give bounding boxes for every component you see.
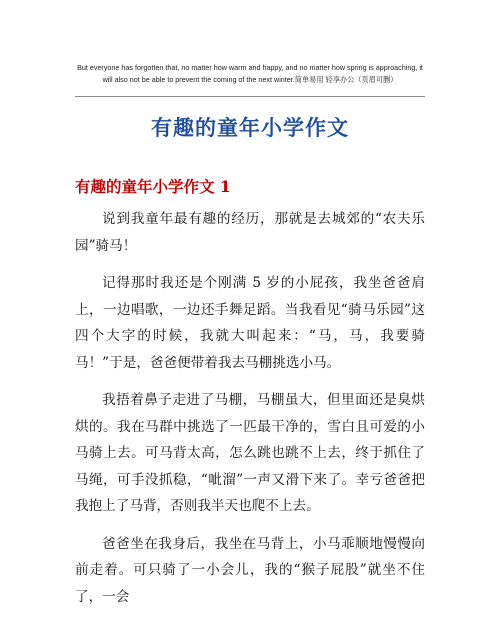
header-line-1: But everyone has forgotten that, no matter how warm and happy, and no matter how spring is approaching, it xyxy=(77,63,423,72)
essay-body xyxy=(75,206,425,621)
section-heading: 有趣的童年小学作文 1 xyxy=(75,177,231,196)
header-line-2: will also not be able to prevent the coming of the next winter.简单易用 轻享办公（页眉可删） xyxy=(102,75,398,84)
paragraph: 爸爸坐在我身后，我坐在马背上，小马乖顺地慢慢向前走着。可只骑了一小会儿，我的“猴子屁股”就坐不住了，一会 xyxy=(75,535,425,605)
document-title: 有趣的童年小学作文 xyxy=(151,115,349,140)
paragraph: 记得那时我还是个刚满 5 岁的小屁孩，我坐爸爸肩上，一边唱歌，一边还手舞足蹈。当我看见“骑马乐园”这四个大字的时候，我就大叫起来：“马，马，我要骑马！”于是，爸爸便带着我去马棚挑选小马。 xyxy=(75,275,425,371)
page-header xyxy=(60,62,440,86)
paragraph: 说到我童年最有趣的经历，那就是去城郊的“农夫乐园”骑马！ xyxy=(75,211,425,254)
header-divider xyxy=(75,96,425,97)
paragraph: 我捂着鼻子走进了马棚，马棚虽大，但里面还是臭烘烘的。我在马群中挑选了一匹最干净的，雪白且可爱的小马骑上去。可马背太高，怎么跳也跳不上去，终于抓住了马绳，可手没抓稳，“呲溜”一声又滑下来了。幸亏爸爸把我抱上了马背，否则我半天也爬不上去。 xyxy=(75,392,425,514)
